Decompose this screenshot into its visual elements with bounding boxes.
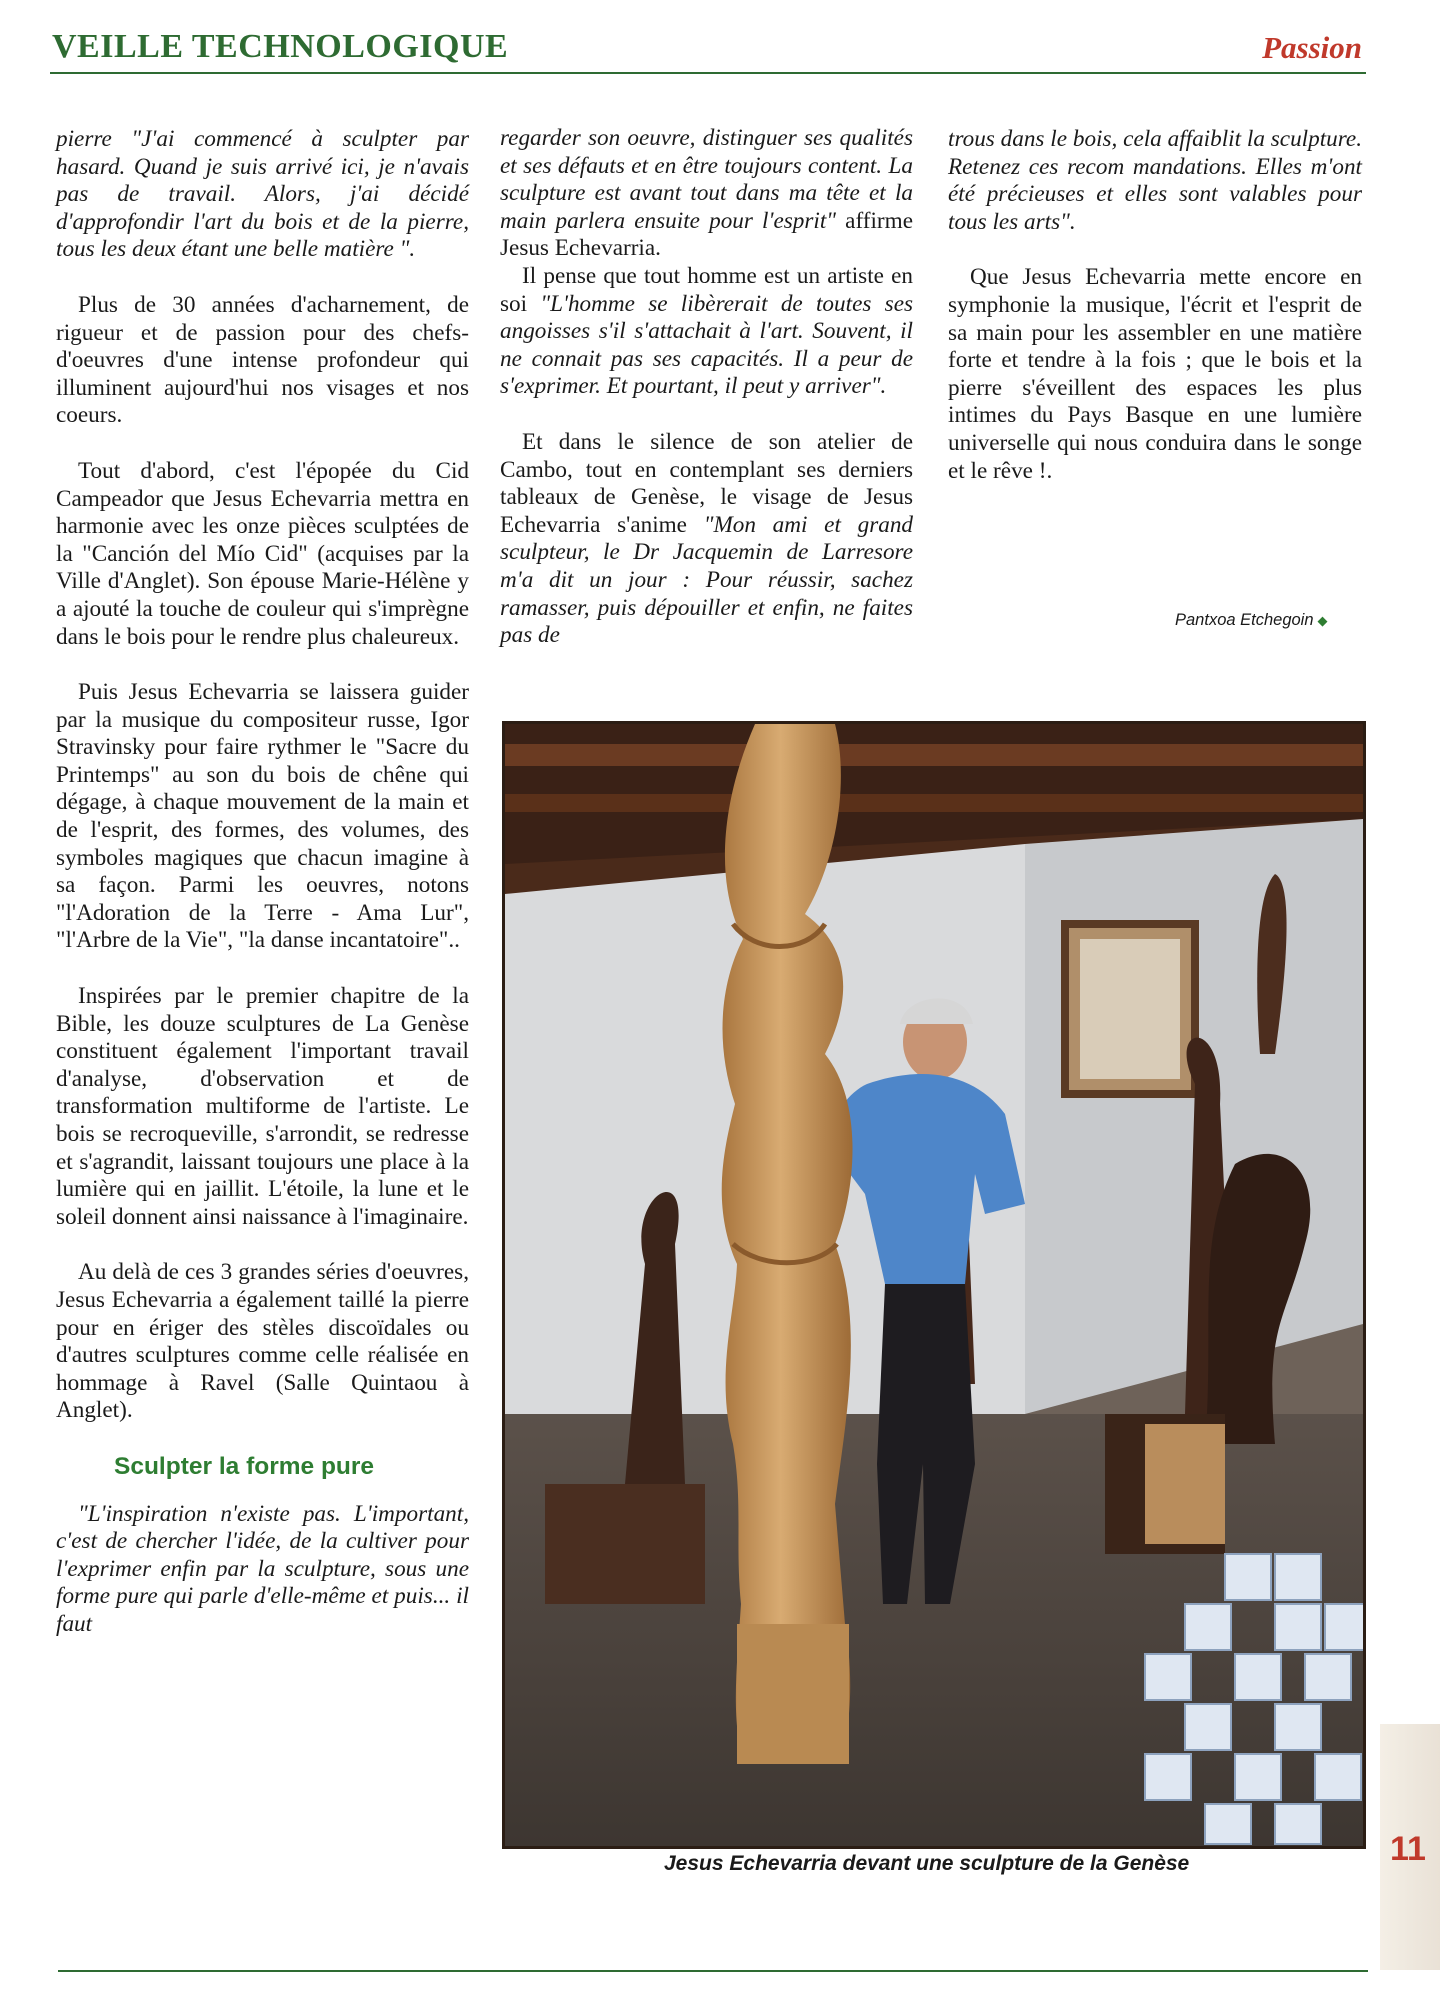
body-text: Et dans le silence de son atelier de Cambo, tout en contemplant ses derniers tableaux de Genèse, le visage de Jesus Echevarria s'anime	[500, 428, 913, 538]
section-title: VEILLE TECHNOLOGIQUE	[52, 28, 509, 65]
article-photo	[502, 721, 1366, 1849]
article-column-3	[948, 126, 1362, 513]
paragraph: Tout d'abord, c'est l'épopée du Cid Campeador que Jesus Echevarria mettra en harmonie avec les onze pièces sculptées de la "Canción del Mío Cid" (acquises par la Ville d'Anglet). Son épouse Marie-Hélène y a ajouté la touche de couleur qui s'imprègne dans le bois pour le rendre plus chaleureux.	[56, 457, 469, 650]
article-column-1	[56, 126, 469, 1639]
diamond-icon: ◆	[1317, 613, 1328, 628]
paragraph: Plus de 30 années d'acharnement, de rigueur et de passion pour des chefs-d'oeuvres d'une intense profondeur qui illuminent aujourd'hui nos visages et nos coeurs.	[56, 291, 469, 429]
body-text: Il pense que tout homme est un artiste en soi	[500, 262, 913, 317]
paragraph	[500, 263, 913, 401]
paragraph: Au delà de ces 3 grandes séries d'oeuvres, Jesus Echevarria a également taillé la pierre pour en ériger des stèles discoïdales ou d'autres sculptures comme celle réalisée en hommage à Ravel (Salle Quintaou à Anglet).	[56, 1259, 469, 1424]
paragraph	[500, 125, 913, 263]
subheading: Sculpter la forme pure	[114, 1452, 375, 1480]
quote-text: regarder son oeuvre, distinguer ses qualités et ses défauts et en être toujours content. La sculpture est avant tout dans ma tête et la main parlera ensuite pour l'esprit"	[500, 125, 913, 234]
photo-illustration	[505, 724, 1363, 1846]
quote-text: "L'homme se libèrerait de toutes ses angoisses s'il s'attachait à l'art. Souvent, il ne connait pas ses capacités. Il a peur de s'exprimer. Et pourtant, il peut y arriver".	[500, 290, 914, 400]
section-kicker: Passion	[1262, 30, 1362, 65]
header-rule	[50, 72, 1366, 74]
paragraph: Puis Jesus Echevarria se laissera guider par la musique du compositeur russe, Igor Stravinsky pour faire rythmer le "Sacre du Printemps" au son du bois de chêne qui dégage, à chaque mouvement de la main et de l'esprit, des formes, des volumes, des symboles magiques que chacun imagine à sa façon. Parmi les oeuvres, notons "l'Adoration de la Terre - Ama Lur", "l'Arbre de la Vie", "la danse incantatoire"..	[56, 679, 469, 954]
paragraph: Inspirées par le premier chapitre de la Bible, les douze sculptures de La Genèse constituent également l'important travail d'analyse, d'observation et de transformation multiforme de l'artiste. Le bois se recroqueville, s'arrondit, se redresse et s'agrandit, laissant toujours une place à la lumière qui en jaillit. L'étoile, la lune et le soleil donnent ainsi naissance à l'imaginaire.	[56, 983, 469, 1230]
page-number: 11	[1390, 1830, 1426, 1868]
paragraph: Que Jesus Echevarria mette encore en symphonie la musique, l'écrit et l'esprit de sa main pour les assembler en une matière forte et tendre à la fois ; que le bois et la pierre s'éveillent des espaces les plus intimes du Pays Basque en une lumière universelle qui nous conduira dans le songe et le rêve !.	[948, 264, 1362, 484]
author-name: Pantxoa Etchegoin	[1175, 611, 1314, 629]
paragraph: trous dans le bois, cela affaiblit la sculpture. Retenez ces recom mandations. Elles m'ont été précieuses et elles sont valables pour tous les arts".	[948, 126, 1362, 235]
paragraph	[500, 429, 913, 650]
photo-caption: Jesus Echevarria devant une sculpture de la Genèse	[664, 1852, 1190, 1875]
footer-rule	[58, 1970, 1368, 1972]
paragraph: "L'inspiration n'existe pas. L'important, c'est de chercher l'idée, de la cultiver pour l'exprimer enfin par la sculpture, sous une forme pure qui parle d'elle-même et puis... il faut	[56, 1500, 469, 1637]
article-column-2	[500, 125, 913, 650]
paragraph: pierre "J'ai commencé à sculpter par hasard. Quand je suis arrivé ici, je n'avais pas de travail. Alors, j'ai décidé d'approfondir l'art du bois et de la pierre, tous les deux étant une belle matière ".	[56, 126, 469, 263]
quote-text: "Mon ami et grand sculpteur, le Dr Jacquemin de Larresore m'a dit un jour : Pour réussir, sachez ramasser, puis dépouiller et enfin, ne faites pas de	[500, 511, 914, 649]
author-signature	[1175, 611, 1328, 630]
body-text: affirme Jesus Echevarria.	[500, 207, 913, 262]
